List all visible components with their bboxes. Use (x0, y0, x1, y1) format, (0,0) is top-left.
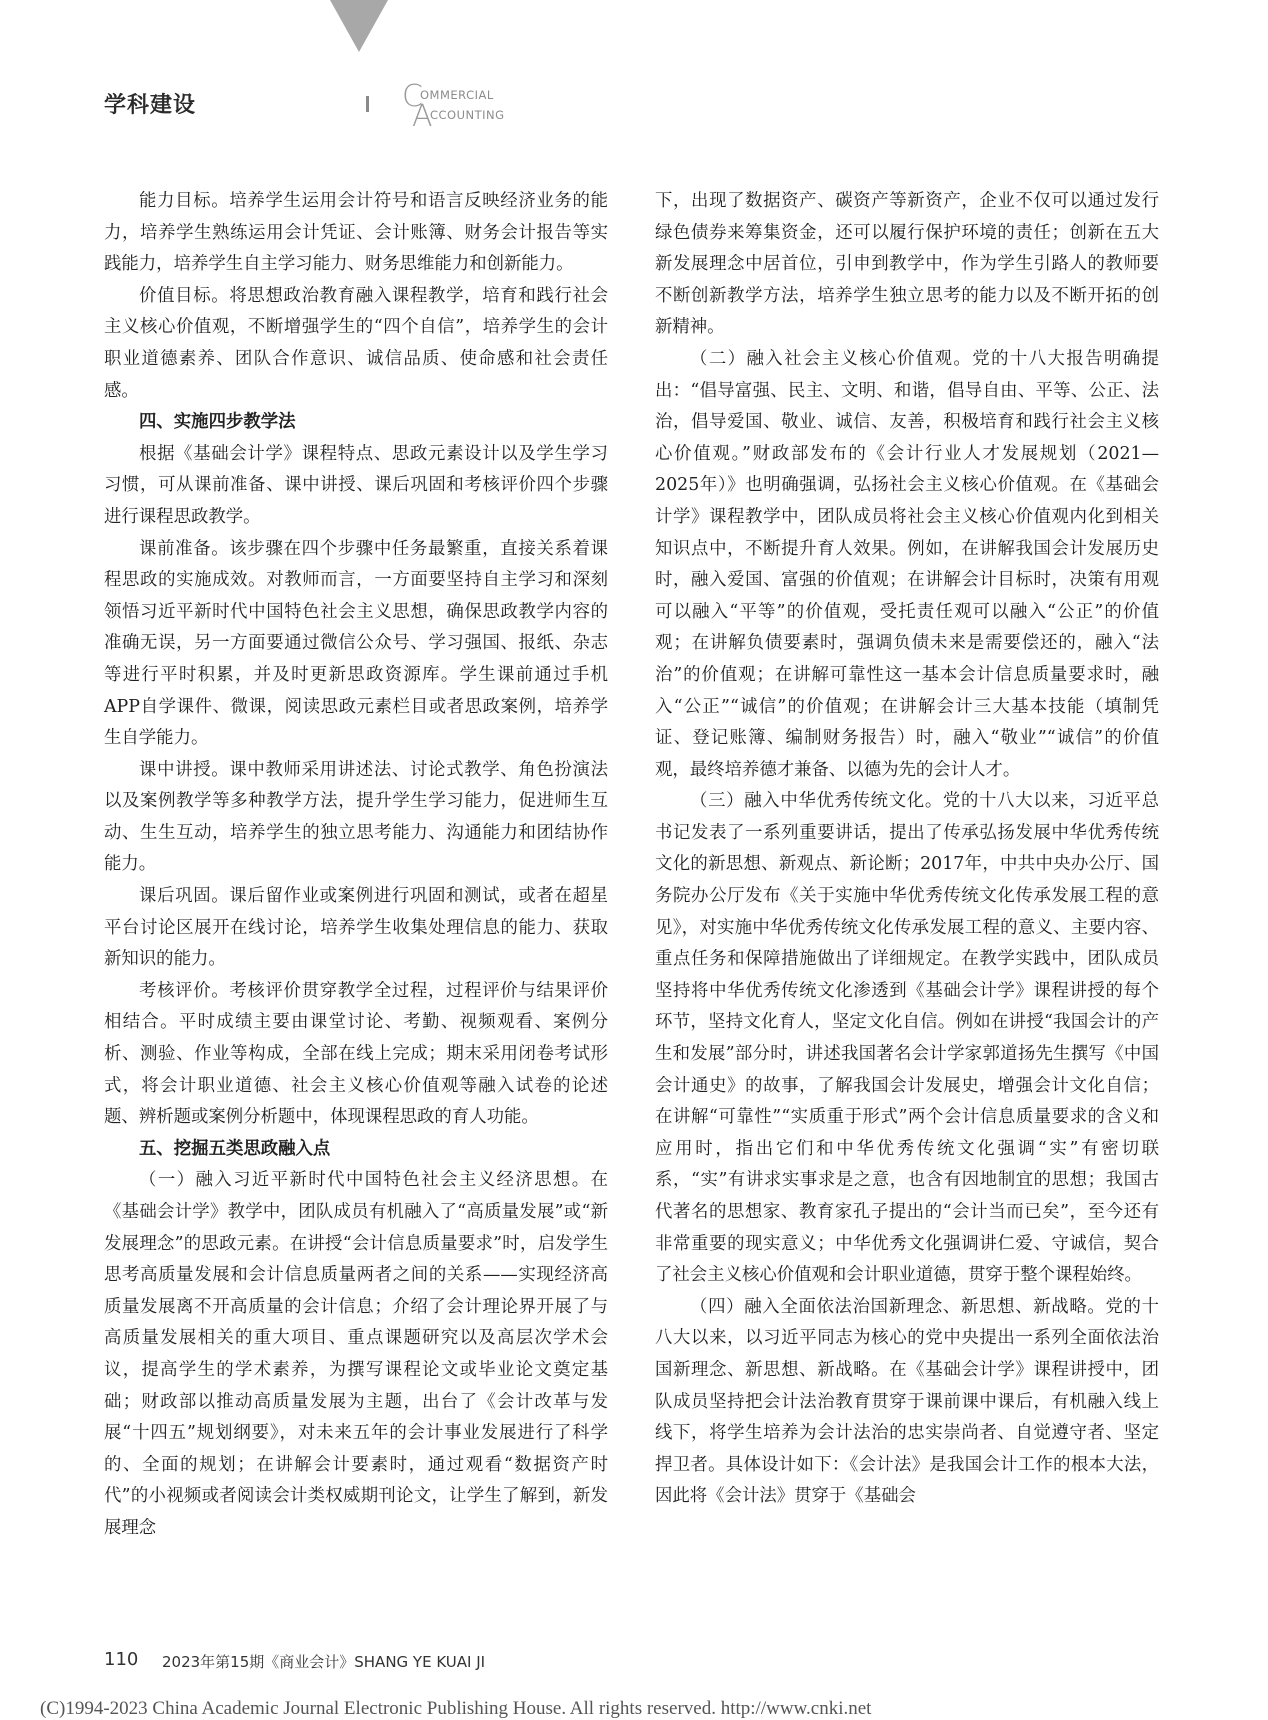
logo-letter-c: C (402, 79, 423, 114)
body-paragraph: 考核评价。考核评价贯穿教学全过程，过程评价与结果评价相结合。平时成绩主要由课堂讨论、考勤、视频观看、案例分析、测验、作业等构成，全部在线上完成；期末采用闭卷考试形式，将会计职业道德、社会主义核心价值观等融入试卷的论述题、辨析题或案例分析题中，体现课程思政的育人功能。 (104, 980, 608, 1128)
body-paragraph: 根据《基础会计学》课程特点、思政元素设计以及学生学习习惯，可从课前准备、课中讲授、课后巩固和考核评价四个步骤进行课程思政教学。 (104, 443, 608, 527)
body-paragraph: 课后巩固。课后留作业或案例进行巩固和测试，或者在超星平台讨论区展开在线讨论，培养学生收集处理信息的能力、获取新知识的能力。 (104, 886, 608, 970)
left-column (104, 186, 608, 1545)
logo-line-1: OMMERCIAL (420, 88, 494, 102)
section-label: 学科建设 (104, 93, 197, 118)
logo-letter-a: A (412, 99, 433, 134)
body-paragraph: 课中讲授。课中教师采用讲述法、讨论式教学、角色扮演法以及案例教学等多种教学方法，提升学生学习能力，促进师生互动、生生互动，培养学生的独立思考能力、沟通能力和团结协作能力。 (104, 759, 608, 875)
body-paragraph: 能力目标。培养学生运用会计符号和语言反映经济业务的能力，培养学生熟练运用会计凭证、会计账簿、财务会计报告等实践能力，培养学生自主学习能力、财务思维能力和创新能力。 (104, 191, 608, 275)
logo-line-2: CCOUNTING (430, 108, 505, 122)
body-paragraph: 下，出现了数据资产、碳资产等新资产，企业不仅可以通过发行绿色债券来筹集资金，还可以履行保护环境的责任；创新在五大新发展理念中居首位，引申到教学中，作为学生引路人的教师要不断创新教学方法，培养学生独立思考的能力以及不断开拓的创新精神。 (655, 191, 1159, 338)
body-paragraph: （二）融入社会主义核心价值观。党的十八大报告明确提出：“倡导富强、民主、文明、和谐，倡导自由、平等、公正、法治，倡导爱国、敬业、诚信、友善，积极培育和践行社会主义核心价值观。”财政部发布的《会计行业人才发展规划（2021—2025年）》也明确强调，弘扬社会主义核心价值观。在《基础会计学》课程教学中，团队成员将社会主义核心价值观内化到相关知识点中，不断提升育人效果。例如，在讲解我国会计发展历史时，融入爱国、富强的价值观；在讲解会计目标时，决策有用观可以融入“平等”的价值观，受托责任观可以融入“公正”的价值观；在讲解负债要素时，强调负债未来是需要偿还的，融入“法治”的价值观；在讲解可靠性这一基本会计信息质量要求时，融入“公正”“诚信”的价值观；在讲解会计三大基本技能（填制凭证、登记账簿、编制财务报告）时，融入“敬业”“诚信”的价值观，最终培养德才兼备、以德为先的会计人才。 (655, 348, 1159, 780)
issue-info: 2023年第15期《商业会计》SHANG YE KUAI JI (162, 1653, 486, 1671)
copyright-notice: (C)1994-2023 China Academic Journal Electronic Publishing House. All rights reserved. http://www.cnki.net (40, 1698, 872, 1719)
body-paragraph: 价值目标。将思想政治教育融入课程教学，培育和践行社会主义核心价值观，不断增强学生的“四个自信”，培养学生的会计职业道德素养、团队合作意识、诚信品质、使命感和社会责任感。 (104, 285, 608, 401)
journal-logo (402, 79, 542, 134)
header-triangle-decoration (330, 0, 388, 52)
right-column (655, 186, 1159, 1513)
header-separator (366, 96, 369, 112)
body-paragraph: （四）融入全面依法治国新理念、新思想、新战略。党的十八大以来，以习近平同志为核心的党中央提出一系列全面依法治国新理念、新思想、新战略。在《基础会计学》课程讲授中，团队成员坚持把会计法治教育贯穿于课前课中课后，有机融入线上线下，将学生培养为会计法治的忠实崇尚者、自觉遵守者、坚定捍卫者。具体设计如下：《会计法》是我国会计工作的根本大法，因此将《会计法》贯穿于《基础会 (655, 1296, 1159, 1507)
section-heading: 五、挖掘五类思政融入点 (139, 1138, 331, 1159)
page-number: 110 (104, 1649, 139, 1670)
body-paragraph: 课前准备。该步骤在四个步骤中任务最繁重，直接关系着课程思政的实施成效。对教师而言，一方面要坚持自主学习和深刻领悟习近平新时代中国特色社会主义思想，确保思政教学内容的准确无误，另一方面要通过微信公众号、学习强国、报纸、杂志等进行平时积累，并及时更新思政资源库。学生课前通过手机APP自学课件、微课，阅读思政元素栏目或者思政案例，培养学生自学能力。 (104, 538, 608, 749)
body-paragraph: （三）融入中华优秀传统文化。党的十八大以来，习近平总书记发表了一系列重要讲话，提出了传承弘扬发展中华优秀传统文化的新思想、新观点、新论断；2017年，中共中央办公厅、国务院办公厅发布《关于实施中华优秀传统文化传承发展工程的意见》，对实施中华优秀传统文化传承发展工程的意义、主要内容、重点任务和保障措施做出了详细规定。在教学实践中，团队成员坚持将中华优秀传统文化渗透到《基础会计学》课程讲授的每个环节，坚持文化育人，坚定文化自信。例如在讲授“我国会计的产生和发展”部分时，讲述我国著名会计学家郭道扬先生撰写《中国会计通史》的故事，了解我国会计发展史，增强会计文化自信；在讲解“可靠性”“实质重于形式”两个会计信息质量要求的含义和应用时，指出它们和中华优秀传统文化强调“实”有密切联系，“实”有讲求实事求是之意，也含有因地制宜的思想；我国古代著名的思想家、教育家孔子提出的“会计当而已矣”，至今还有非常重要的现实意义；中华优秀文化强调讲仁爱、守诚信，契合了社会主义核心价值观和会计职业道德，贯穿于整个课程始终。 (655, 791, 1159, 1286)
section-heading: 四、实施四步教学法 (139, 412, 296, 433)
body-paragraph: （一）融入习近平新时代中国特色社会主义经济思想。在《基础会计学》教学中，团队成员有机融入了“高质量发展”或“新发展理念”的思政元素。在讲授“会计信息质量要求”时，启发学生思考高质量发展和会计信息质量两者之间的关系——实现经济高质量发展离不开高质量的会计信息；介绍了会计理论界开展了与高质量发展相关的重大项目、重点课题研究以及高层次学术会议，提高学生的学术素养，为撰写课程论文或毕业论文奠定基础；财政部以推动高质量发展为主题，出台了《会计改革与发展“十四五”规划纲要》，对未来五年的会计事业发展进行了科学的、全面的规划；在讲解会计要素时，通过观看“数据资产时代”的小视频或者阅读会计类权威期刊论文，让学生了解到，新发展理念 (104, 1170, 608, 1538)
